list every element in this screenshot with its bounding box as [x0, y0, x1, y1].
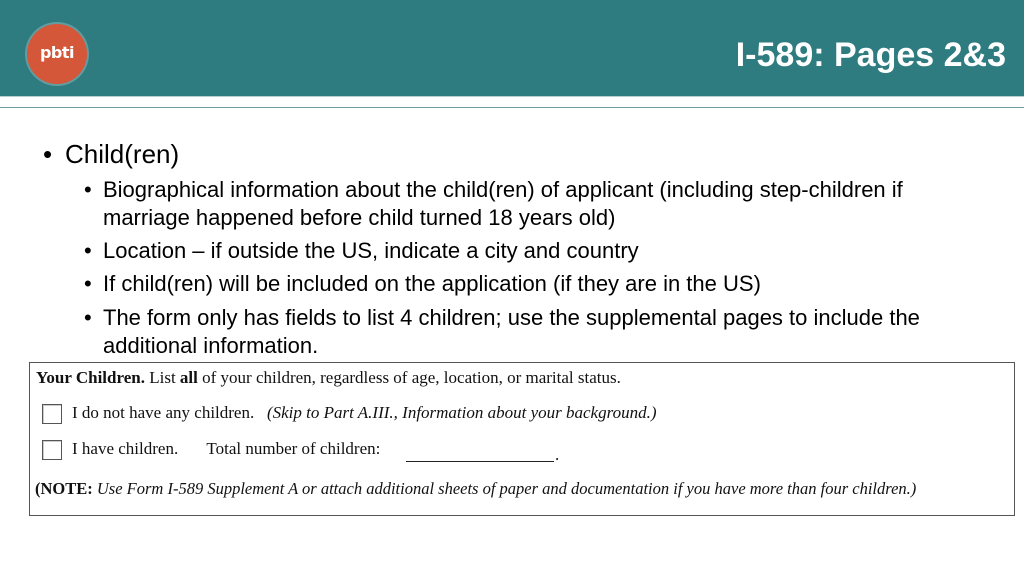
- note-text: Use Form I-589 Supplement A or attach additional sheets of paper and documentation if you have more than four children.): [96, 479, 917, 498]
- logo-text: pbti: [39, 42, 75, 62]
- form-note: [35, 479, 916, 499]
- have-children-option: [72, 439, 380, 459]
- sub-bullet-text: Location – if outside the US, indicate a city and country: [103, 238, 639, 263]
- no-children-option: [72, 403, 657, 423]
- form-heading-rest: of your children, regardless of age, location, or marital status.: [202, 368, 621, 387]
- form-heading: [36, 368, 621, 388]
- form-heading-all: all: [179, 368, 198, 387]
- header-bar: [0, 0, 1024, 96]
- sub-bullet-text: If child(ren) will be included on the application (if they are in the US): [103, 271, 761, 296]
- form-heading-bold: Your Children.: [36, 368, 145, 387]
- no-children-note: (Skip to Part A.III., Information about your background.): [266, 403, 657, 422]
- bullet-dot-icon: •: [43, 139, 53, 169]
- total-children-field[interactable]: [406, 448, 554, 462]
- bullet-text: Child(ren): [65, 139, 180, 169]
- have-children-label: I have children.: [72, 439, 179, 458]
- sub-bullet-text: Biographical information about the child(ren) of applicant (including step-children if marriage happened before child turned 18 years old): [103, 177, 903, 230]
- bullet-dot-icon: •: [84, 177, 92, 202]
- pbti-logo: [27, 24, 87, 84]
- no-children-checkbox[interactable]: [42, 404, 62, 424]
- bullet-dot-icon: •: [84, 271, 92, 296]
- sub-bullet-text: The form only has fields to list 4 children; use the supplemental pages to include the additional information.: [103, 305, 920, 358]
- no-children-label: I do not have any children.: [72, 403, 255, 422]
- bullet-dot-icon: •: [84, 305, 92, 330]
- header-divider: [0, 96, 1024, 108]
- slide-title: I-589: Pages 2&3: [735, 36, 1006, 74]
- form-excerpt: [29, 362, 1015, 516]
- form-heading-text: List: [149, 368, 176, 387]
- total-period: .: [555, 445, 560, 464]
- have-children-checkbox[interactable]: [42, 440, 62, 460]
- note-bold: (NOTE:: [35, 479, 93, 498]
- bullet-dot-icon: •: [84, 238, 92, 263]
- total-children-label: Total number of children:: [206, 439, 381, 458]
